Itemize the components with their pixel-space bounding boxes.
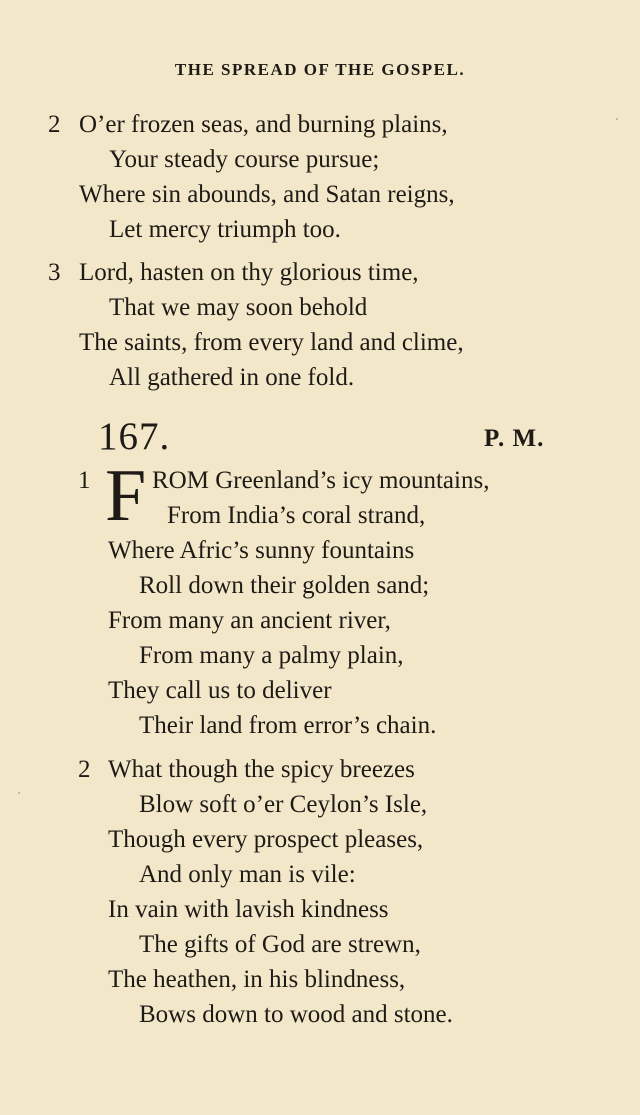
verse-line: From many an ancient river, <box>108 607 391 634</box>
verse-line: The gifts of God are strewn, <box>139 931 421 958</box>
verse-line: Their land from error’s chain. <box>139 712 437 739</box>
verse-line: All gathered in one fold. <box>109 364 355 391</box>
paper-speck <box>18 792 20 794</box>
verse-line: What though the spicy breezes <box>108 756 415 783</box>
verse-line: Blow soft o’er Ceylon’s Isle, <box>139 791 428 818</box>
verse-line: O’er frozen seas, and burning plains, <box>79 111 448 138</box>
verse-line: That we may soon behold <box>109 294 368 321</box>
verse-line: Bows down to wood and stone. <box>139 1001 453 1028</box>
stanza-number: 3 <box>48 259 61 286</box>
verse-line: And only man is vile: <box>139 861 356 888</box>
verse-line: The saints, from every land and clime, <box>79 329 464 356</box>
verse-line: ROM Greenland’s icy mountains, <box>152 467 490 494</box>
verse-line: Let mercy triumph too. <box>109 216 341 243</box>
verse-line: Your steady course pursue; <box>109 146 380 173</box>
verse-line: They call us to deliver <box>108 677 332 704</box>
verse-line: Roll down their golden sand; <box>139 572 430 599</box>
hymn-number: 167. <box>98 415 171 458</box>
running-head: THE SPREAD OF THE GOSPEL. <box>174 60 466 79</box>
stanza-number: 2 <box>78 756 91 783</box>
verse-line: Where sin abounds, and Satan reigns, <box>79 181 455 208</box>
verse-line: Where Afric’s sunny fountains <box>108 537 415 564</box>
verse-line: Though every prospect pleases, <box>108 826 424 853</box>
verse-line: The heathen, in his blindness, <box>108 966 406 993</box>
verse-line: In vain with lavish kindness <box>108 896 389 923</box>
verse-line: Lord, hasten on thy glorious time, <box>79 259 419 286</box>
paper-speck <box>616 118 618 120</box>
drop-cap: F <box>105 455 147 537</box>
verse-line: From India’s coral strand, <box>167 502 426 529</box>
stanza-number: 1 <box>78 467 91 494</box>
stanza-number: 2 <box>48 111 61 138</box>
verse-line: From many a palmy plain, <box>139 642 404 669</box>
hymn-meter: P. M. <box>484 425 545 452</box>
